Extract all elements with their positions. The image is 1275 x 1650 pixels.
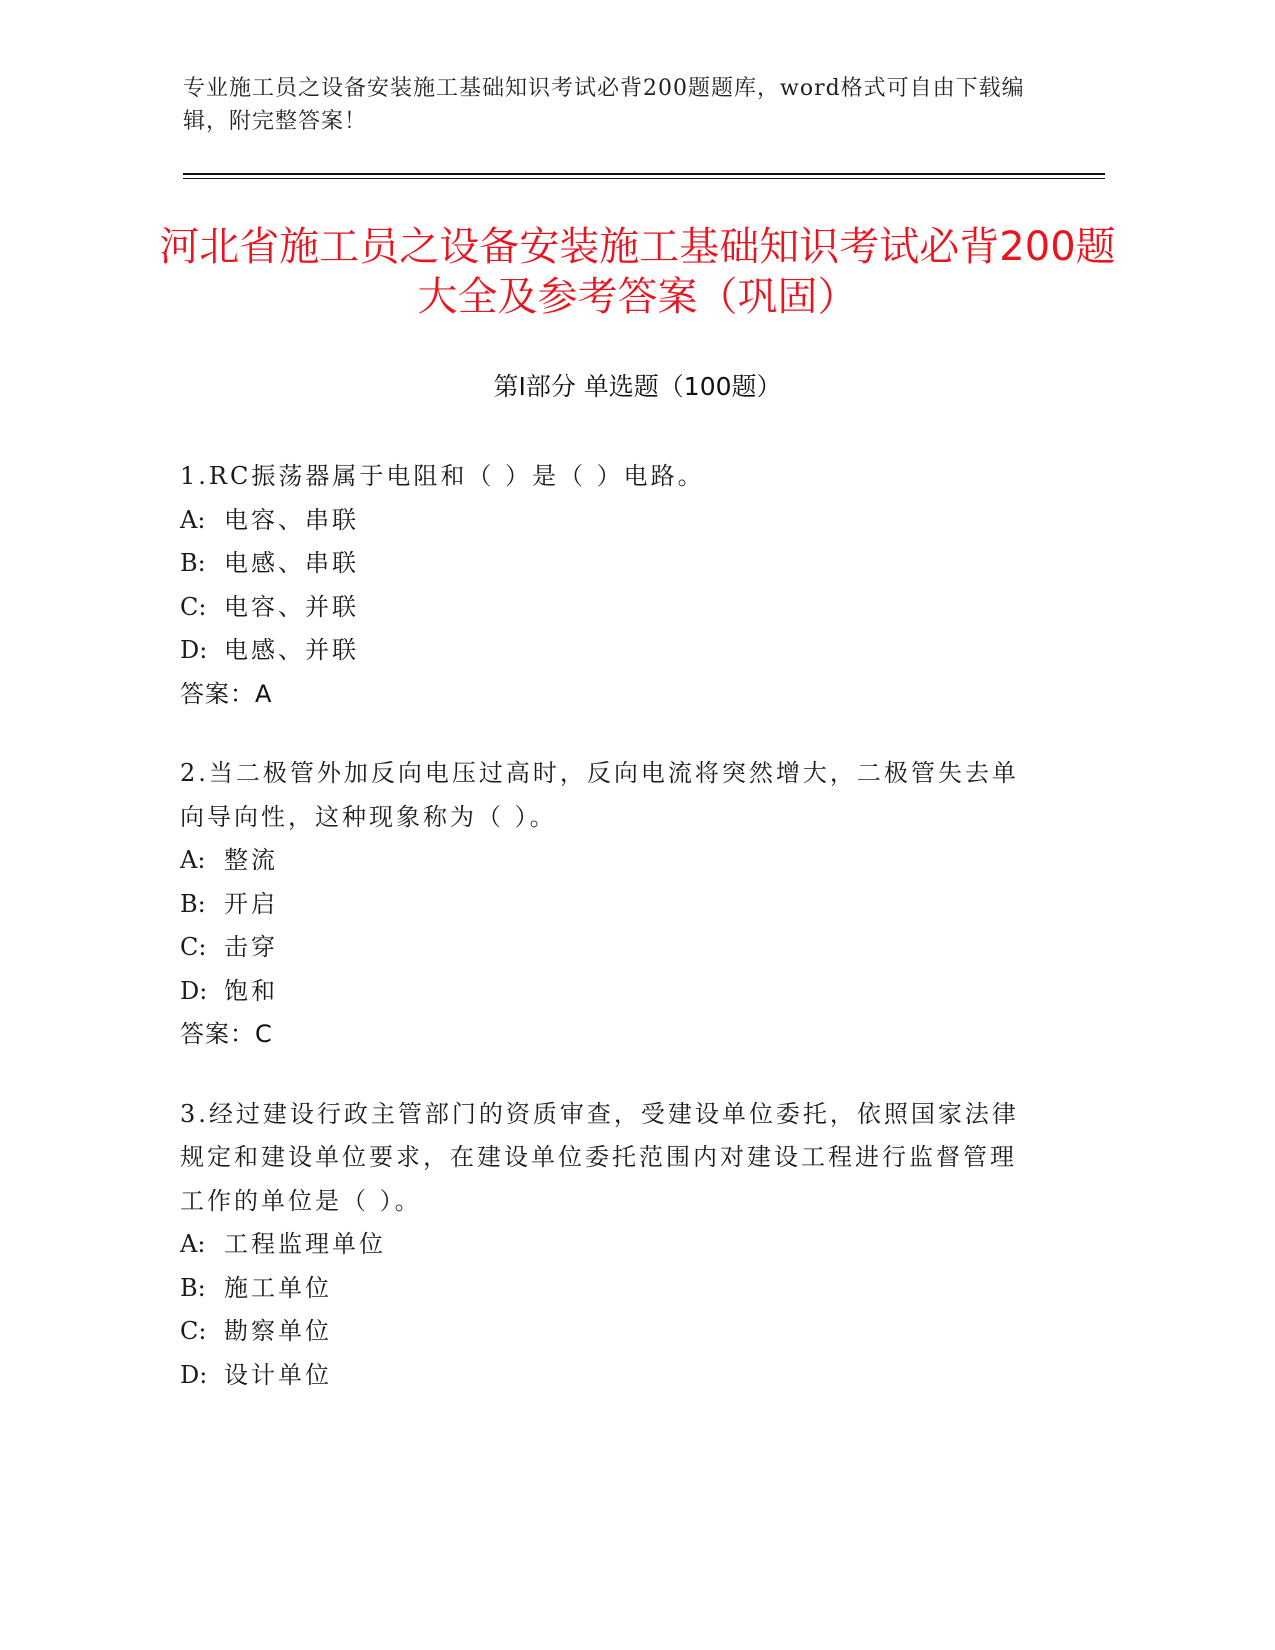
option-text: 电感、并联 — [224, 636, 359, 664]
option-text: 开启 — [224, 889, 278, 918]
question-stem: 3.经过建设行政主管部门的资质审查，受建设单位委托，依照国家法律规定和建设单位要求，在建设单位委托范围内对建设工程进行监督管理工作的单位是（ ）。 — [180, 1099, 1019, 1215]
option-text: 电容、并联 — [224, 592, 359, 621]
option-c — [180, 926, 1040, 970]
answer-line: 答案：C — [180, 1020, 273, 1048]
option-text: 电感、串联 — [224, 549, 359, 577]
option-letter: D: — [180, 636, 208, 664]
option-b — [180, 542, 1040, 586]
document-title: 河北省施工员之设备安装施工基础知识考试必背200题大全及参考答案（巩固） — [159, 224, 1116, 320]
option-c — [180, 1310, 1040, 1354]
option-a — [180, 839, 1040, 883]
question-3 — [180, 1093, 1040, 1398]
option-letter: B: — [180, 1273, 206, 1302]
option-text: 施工单位 — [224, 1273, 332, 1302]
option-text: 工程监理单位 — [224, 1230, 386, 1258]
option-c — [180, 586, 1040, 630]
option-letter: B: — [180, 549, 206, 577]
question-list — [180, 455, 1040, 1433]
header-rule-thin — [183, 178, 1105, 179]
question-stem: 1.RC振荡器属于电阻和（ ）是（ ）电路。 — [180, 462, 705, 490]
option-d — [180, 1354, 1040, 1398]
option-text: 饱和 — [224, 976, 278, 1005]
option-letter: C: — [180, 933, 207, 961]
option-d — [180, 970, 1040, 1014]
option-a — [180, 499, 1040, 543]
option-text: 整流 — [224, 846, 278, 874]
answer-line: 答案：A — [180, 679, 273, 708]
option-letter: C: — [180, 592, 207, 621]
option-a — [180, 1223, 1040, 1267]
option-letter: A: — [180, 505, 206, 534]
header-note: 专业施工员之设备安装施工基础知识考试必背200题题库，word格式可自由下载编辑，附完整答案！ — [183, 76, 1025, 134]
option-letter: C: — [180, 1317, 207, 1345]
question-stem: 2.当二极管外加反向电压过高时，反向电流将突然增大，二极管失去单向导向性，这种现象称为（ ）。 — [180, 759, 1019, 831]
option-text: 勘察单位 — [224, 1317, 332, 1345]
option-text: 击穿 — [224, 933, 278, 961]
option-letter: D: — [180, 1360, 208, 1389]
option-b — [180, 1267, 1040, 1311]
option-letter: D: — [180, 976, 208, 1005]
option-letter: A: — [180, 846, 206, 874]
section-title: 第I部分 单选题（100题） — [493, 372, 782, 401]
option-letter: B: — [180, 889, 206, 918]
option-letter: A: — [180, 1230, 206, 1258]
header-rule-thick — [183, 173, 1105, 175]
question-1 — [180, 455, 1040, 716]
option-text: 电容、串联 — [224, 505, 359, 534]
option-b — [180, 883, 1040, 927]
option-text: 设计单位 — [224, 1360, 332, 1389]
option-d — [180, 629, 1040, 673]
question-2 — [180, 752, 1040, 1057]
